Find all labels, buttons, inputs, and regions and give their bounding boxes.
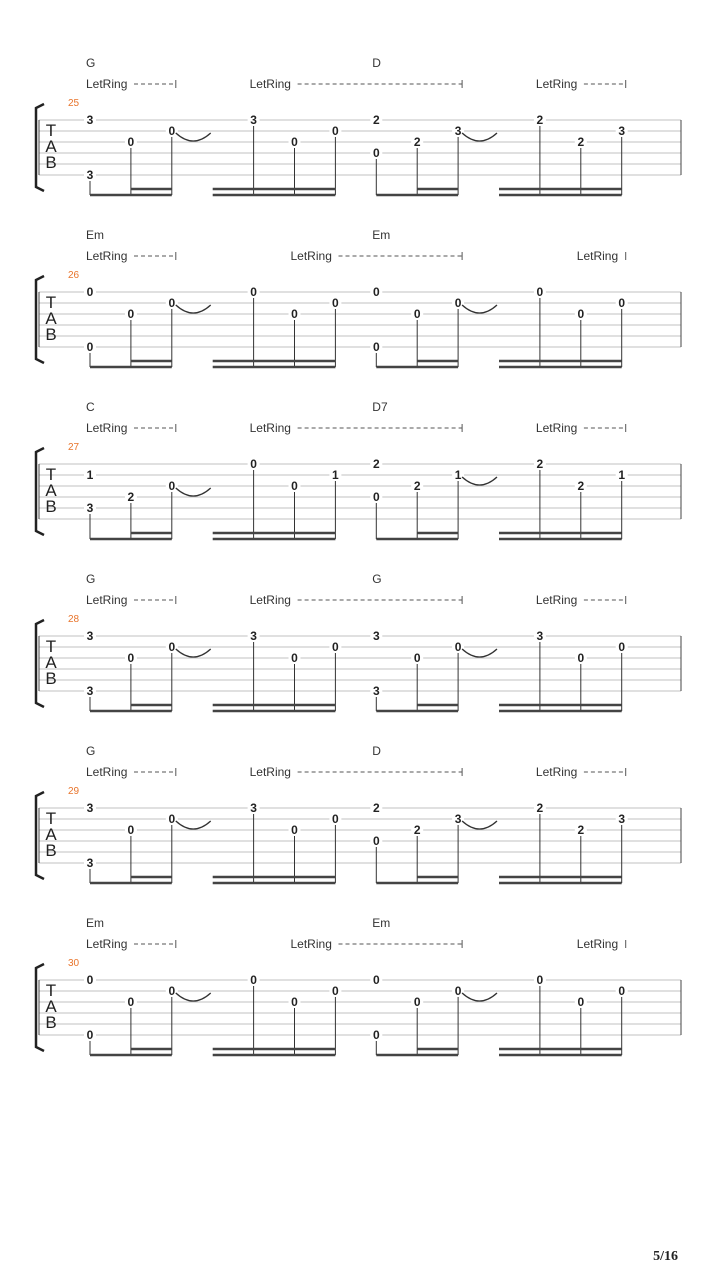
fret-number: 0	[127, 823, 135, 837]
fret-number: 2	[577, 479, 585, 493]
fret-number: 3	[372, 629, 380, 643]
fret-number: 0	[168, 124, 176, 138]
fret-number: 2	[413, 135, 421, 149]
fret-number: 3	[454, 812, 462, 826]
fret-number: 0	[372, 146, 380, 160]
fret-number: 0	[332, 296, 339, 310]
fret-number: 0	[332, 984, 339, 998]
fret-number: 2	[577, 823, 585, 837]
page-number: 5/16	[653, 1249, 678, 1264]
fret-number: 0	[291, 479, 298, 493]
fret-number: 0	[168, 640, 176, 654]
fret-number: 0	[454, 296, 462, 310]
tab-clef-letter: A	[45, 309, 57, 328]
tab-clef-letter: T	[45, 637, 57, 656]
tie-arc	[462, 821, 497, 829]
tie-arc	[176, 993, 211, 1001]
fret-number: 2	[536, 457, 544, 471]
chord-name: C	[86, 400, 95, 414]
fret-number: 0	[577, 307, 585, 321]
tab-clef-letter: B	[45, 325, 57, 344]
fret-number: 0	[168, 984, 176, 998]
system-bracket	[36, 620, 44, 707]
fret-number: 3	[250, 801, 257, 815]
letring-label: LetRing	[86, 937, 128, 951]
measure-number: 26	[68, 270, 80, 281]
fret-number: 0	[127, 995, 135, 1009]
tie-arc	[462, 305, 497, 313]
system-bracket	[36, 792, 44, 879]
fret-number: 2	[413, 823, 421, 837]
fret-number: 0	[413, 651, 421, 665]
letring-label: LetRing	[86, 421, 128, 435]
fret-number: 0	[168, 296, 176, 310]
tab-clef-letter: B	[45, 669, 57, 688]
fret-number: 3	[86, 113, 94, 127]
chord-name: D7	[372, 400, 388, 414]
fret-number: 2	[577, 135, 585, 149]
letring-label: LetRing	[576, 249, 619, 263]
tie-arc	[462, 649, 497, 657]
fret-number: 0	[454, 640, 462, 654]
fret-number: 0	[127, 307, 135, 321]
letring-label: LetRing	[290, 249, 332, 263]
fret-number: 0	[86, 285, 94, 299]
fret-number: 0	[577, 995, 585, 1009]
letring-label: LetRing	[576, 937, 619, 951]
tab-clef-letter: T	[45, 121, 57, 140]
tab-clef-letter: A	[45, 997, 57, 1016]
fret-number: 3	[86, 856, 94, 870]
fret-number: 0	[413, 995, 421, 1009]
tab-clef-letter: B	[45, 1013, 57, 1032]
chord-name: G	[372, 572, 382, 586]
system-bracket	[36, 276, 44, 363]
tab-system	[36, 916, 681, 1055]
fret-number: 0	[618, 296, 626, 310]
tie-arc	[462, 133, 497, 141]
fret-number: 1	[618, 468, 626, 482]
tab-clef-letter: T	[45, 465, 57, 484]
fret-number: 0	[372, 490, 380, 504]
letring-label: LetRing	[535, 593, 578, 607]
letring-label: LetRing	[290, 937, 332, 951]
fret-number: 3	[86, 801, 94, 815]
chord-name: Em	[372, 228, 391, 242]
tab-clef-letter: A	[45, 653, 57, 672]
letring-label: LetRing	[535, 765, 578, 779]
measure-number: 30	[68, 958, 80, 969]
letring-label: LetRing	[535, 421, 578, 435]
fret-number: 0	[332, 812, 339, 826]
tie-arc	[176, 133, 211, 141]
tab-system	[36, 744, 681, 883]
chord-name: D	[372, 744, 381, 758]
fret-number: 2	[372, 113, 380, 127]
fret-number: 0	[536, 973, 544, 987]
fret-number: 2	[536, 801, 544, 815]
fret-number: 3	[86, 629, 94, 643]
system-bracket	[36, 964, 44, 1051]
fret-number: 0	[372, 340, 380, 354]
tab-system	[36, 228, 681, 367]
fret-number: 3	[536, 629, 544, 643]
letring-label: LetRing	[249, 593, 291, 607]
fret-number: 3	[454, 124, 462, 138]
letring-label: LetRing	[249, 421, 291, 435]
fret-number: 0	[291, 651, 298, 665]
fret-number: 0	[250, 973, 257, 987]
tie-arc	[462, 477, 497, 485]
chord-name: Em	[86, 228, 104, 242]
system-bracket	[36, 104, 44, 191]
chord-name: Em	[86, 916, 104, 930]
tie-arc	[176, 488, 211, 496]
tab-clef-letter: B	[45, 153, 57, 172]
tie-arc	[176, 649, 211, 657]
tab-clef-letter: B	[45, 841, 57, 860]
fret-number: 3	[86, 501, 94, 515]
tab-system	[36, 400, 681, 539]
fret-number: 3	[250, 113, 257, 127]
tab-clef-letter: A	[45, 137, 57, 156]
letring-label: LetRing	[86, 77, 128, 91]
fret-number: 0	[372, 973, 380, 987]
fret-number: 0	[291, 307, 298, 321]
chord-name: G	[86, 56, 96, 70]
fret-number: 3	[372, 684, 380, 698]
fret-number: 0	[86, 1028, 94, 1042]
fret-number: 0	[291, 135, 298, 149]
fret-number: 0	[618, 640, 626, 654]
tie-arc	[462, 993, 497, 1001]
fret-number: 0	[413, 307, 421, 321]
tab-clef-letter: A	[45, 825, 57, 844]
measure-number: 29	[68, 786, 80, 797]
measure-number: 27	[68, 442, 80, 453]
fret-number: 0	[86, 973, 94, 987]
fret-number: 0	[86, 340, 94, 354]
tie-arc	[176, 305, 211, 313]
fret-number: 0	[127, 651, 135, 665]
letring-label: LetRing	[86, 765, 128, 779]
letring-label: LetRing	[249, 765, 291, 779]
tab-clef-letter: T	[45, 293, 57, 312]
fret-number: 0	[332, 124, 339, 138]
fret-number: 0	[291, 995, 298, 1009]
system-bracket	[36, 448, 44, 535]
tab-clef-letter: T	[45, 809, 57, 828]
fret-number: 0	[291, 823, 298, 837]
tie-arc	[176, 821, 211, 829]
fret-number: 0	[168, 812, 176, 826]
fret-number: 0	[577, 651, 585, 665]
letring-label: LetRing	[86, 249, 128, 263]
tab-clef-letter: B	[45, 497, 57, 516]
fret-number: 0	[372, 834, 380, 848]
fret-number: 3	[86, 684, 94, 698]
letring-label: LetRing	[86, 593, 128, 607]
fret-number: 1	[86, 468, 94, 482]
chord-name: Em	[372, 916, 391, 930]
chord-name: G	[86, 572, 96, 586]
fret-number: 1	[454, 468, 462, 482]
fret-number: 0	[372, 285, 380, 299]
fret-number: 3	[250, 629, 257, 643]
fret-number: 0	[332, 640, 339, 654]
fret-number: 0	[250, 285, 257, 299]
fret-number: 1	[332, 468, 339, 482]
fret-number: 0	[536, 285, 544, 299]
letring-label: LetRing	[249, 77, 291, 91]
fret-number: 2	[127, 490, 135, 504]
fret-number: 2	[372, 801, 380, 815]
fret-number: 0	[454, 984, 462, 998]
tab-system	[36, 572, 681, 711]
fret-number: 2	[372, 457, 380, 471]
tab-clef-letter: T	[45, 981, 57, 1000]
fret-number: 0	[372, 1028, 380, 1042]
fret-number: 3	[618, 124, 626, 138]
chord-name: G	[86, 744, 96, 758]
fret-number: 3	[86, 168, 94, 182]
fret-number: 3	[618, 812, 626, 826]
chord-name: D	[372, 56, 381, 70]
fret-number: 2	[536, 113, 544, 127]
tab-clef-letter: A	[45, 481, 57, 500]
fret-number: 0	[618, 984, 626, 998]
fret-number: 2	[413, 479, 421, 493]
fret-number: 0	[127, 135, 135, 149]
measure-number: 28	[68, 614, 80, 625]
letring-label: LetRing	[535, 77, 578, 91]
measure-number: 25	[68, 98, 80, 109]
fret-number: 0	[168, 479, 176, 493]
fret-number: 0	[250, 457, 257, 471]
tab-system	[36, 56, 681, 195]
